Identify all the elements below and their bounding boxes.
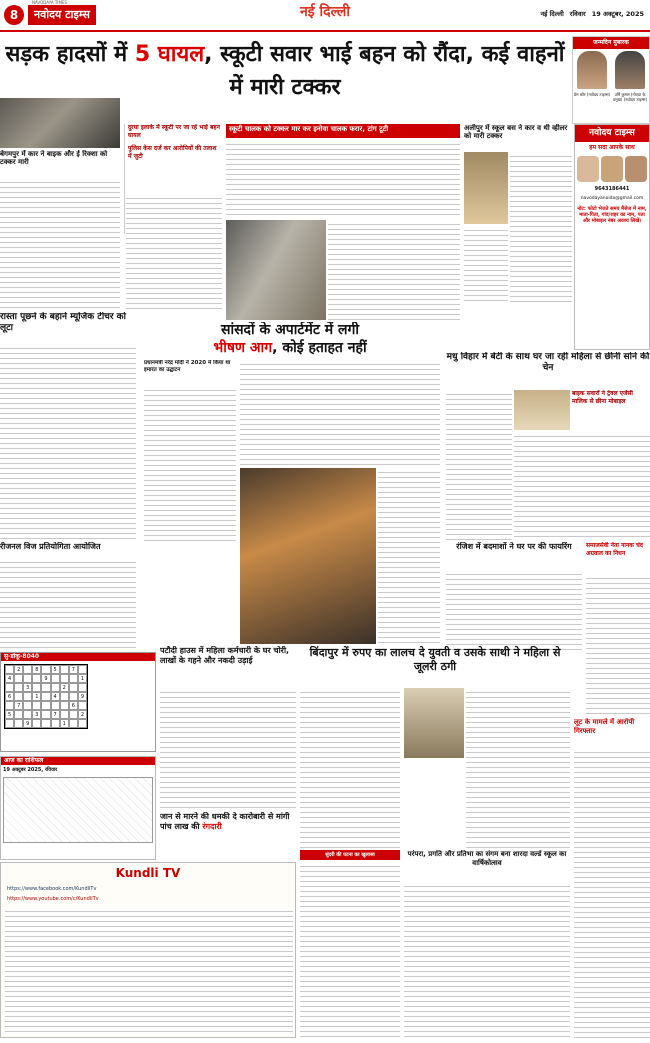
ad-subtitle: हम सदा आपके साथ xyxy=(589,144,635,152)
sundari-body xyxy=(300,862,400,1038)
kundli-tv-ad xyxy=(0,862,296,1038)
fire-subheads: प्रधानमंत्री नरेंद्र मोदी ने 2020 में किया था इमारत का उद्घाटन xyxy=(144,360,231,373)
fire-headline: सांसदों के अपार्टमेंट में लगी भीषण आग, कोई हताहत नहीं xyxy=(213,322,367,356)
date: 19 अक्टूबर, 2025 xyxy=(591,10,644,18)
rashifal-box xyxy=(0,756,156,860)
scooty-sub-1: दुरघा इलाके में स्कूटी पर जा रहे भाई बहन घायल xyxy=(128,124,220,139)
rejalin-body xyxy=(0,558,136,650)
person-photo-1 xyxy=(577,51,607,89)
begumpur-headline: बेगमपुर में कार ने बाइक और ई रिक्शा को टक्कर मारी xyxy=(0,150,108,167)
rajnish-headline: रंजिश में बदमाशों ने घर पर की फायरिंग xyxy=(456,542,572,551)
accident-photo-left xyxy=(0,98,120,148)
fire-body-right xyxy=(240,360,440,466)
birthday-box xyxy=(572,36,650,124)
facebook-link[interactable]: https://www.facebook.com/KundliTv xyxy=(7,886,97,892)
kundli-chart xyxy=(3,777,153,843)
chain-photo xyxy=(514,390,570,430)
music-body xyxy=(0,344,136,540)
innova-body-2 xyxy=(328,220,460,320)
madhu-subheadline: बाइक सवारों ने ट्रेवल एजेंसी मालिक से छीना मोबाइल xyxy=(572,390,633,405)
innova-body xyxy=(226,140,460,218)
parmpara-headline: परंपरा, प्रगति और प्रतिभा का संगम बना शारदा वर्ल्ड स्कूल का वार्षिकोत्सव xyxy=(407,850,567,867)
kid-photo xyxy=(601,156,623,182)
kid-photo xyxy=(577,156,599,182)
samajsevi-body xyxy=(586,574,650,716)
samajsevi-headline: समाजसेवी नेता नानक चंद अग्रवाल का निधन xyxy=(586,542,643,557)
alipur-headline: अलीपुर में स्कूल बस ने कार व थी व्हीलर को मारी टक्कर xyxy=(464,124,568,141)
person-caption-1: प्रेम कौर (नवोदय टाइम्स) xyxy=(573,92,611,97)
scooty-sub-2: पुलिस केस दर्ज कर आरोपियों की तलाश में जुटी xyxy=(128,145,217,160)
sundari-bar: सुंदरी की घटना का खुलासा xyxy=(300,850,400,860)
day: रविवार xyxy=(569,10,586,18)
scooty-body xyxy=(126,194,222,310)
alipur-body xyxy=(510,152,572,302)
city-title: नई दिल्ली xyxy=(300,4,351,20)
fire-photo xyxy=(240,468,376,644)
brand-small: NAVODAYA TIMES xyxy=(32,0,68,5)
bindapur-body-2 xyxy=(466,688,570,848)
sudoku-title: सु-डोकू-8040 xyxy=(1,653,155,661)
navodaya-ad-box xyxy=(574,124,650,350)
masthead-date xyxy=(541,10,644,18)
masthead xyxy=(0,0,650,32)
ad-kids xyxy=(575,154,649,184)
bindapur-headline: बिंदापुर में रुपए का लालच दे युवती व उसके साथी ने महिला से जूलरी ठगी xyxy=(309,646,561,673)
birthday-title: जन्मदिन मुबारक xyxy=(573,37,649,49)
ad-title: नवोदय टाइम्स xyxy=(575,125,649,142)
fire-body-side xyxy=(378,468,440,644)
loot-headline: लूट के मामले में आरोपी गिरफ्तार xyxy=(574,718,635,735)
rajnish-body xyxy=(446,570,582,654)
bindapur-photo xyxy=(404,688,464,758)
alipur-body-left xyxy=(464,226,508,302)
person-caption-2: उर्मि कुमार (नोएडा के प्रमुख) (नवोदय टाइम्स) xyxy=(612,92,648,102)
parmpara-body xyxy=(404,882,570,1038)
ad-phone: 9643186441 xyxy=(594,185,630,192)
rejalin-headline: रीजनल विज प्रतियोगिता आयोजित xyxy=(0,542,101,551)
page-number: 8 xyxy=(4,5,24,25)
bindapur-body xyxy=(300,688,400,848)
person-photo-2 xyxy=(615,51,645,89)
right-city: नई दिल्ली xyxy=(540,10,564,18)
innova-headline: स्कूटी चालक को टक्कर मार कर इनोवा चालक फरार, टांग टूटी xyxy=(226,124,460,138)
patodi-body xyxy=(160,688,296,808)
kundli-brand: Kundli TV xyxy=(115,866,181,880)
accident-photo-center xyxy=(226,220,326,320)
begumpur-body xyxy=(0,178,120,310)
ad-note: नोट: फोटो भेजते समय मैसेज में नाम, माता-पिता, गांव/शहर का नाम, पता और मोबाइल नंबर अवश्य लिखें। xyxy=(577,205,647,225)
ad-email: navodayanoida@gmail.com xyxy=(580,196,644,201)
rashifal-title: आज का राशिफल xyxy=(1,757,155,765)
sudoku-box xyxy=(0,652,156,752)
jaan-headline: जान से मारने की धमकी दे कारोबारी से मांगी पांच लाख की रंगदारी xyxy=(160,812,290,831)
music-headline: रास्ता पूछने के बहाने म्यूजिक टीचर को लूटा xyxy=(0,312,126,333)
madhu-headline: मधु विहार में बेटी के साथ घर जा रही महिला से छीनी सोने की चेन xyxy=(446,352,650,374)
kid-photo xyxy=(625,156,647,182)
patodi-headline: पटौदी हाउस में महिला कर्मचारी के घर चोरी, लाखों के गहने और नकदी उड़ाई xyxy=(160,646,290,665)
fire-body xyxy=(144,386,236,542)
newspaper-logo: नवोदय टाइम्स xyxy=(28,5,96,25)
loot-body xyxy=(574,748,650,1038)
madhu-body-2 xyxy=(514,432,650,540)
lead-headline: सड़क हादसों में 5 घायल, स्कूटी सवार भाई बहन को रौंदा, कई वाहनों में मारी टक्कर xyxy=(5,42,565,100)
madhu-body xyxy=(446,390,512,540)
sudoku-grid[interactable]: 2 8 5 7 4 9 1 3 2 6 1 4 9 7 6 5 3 7 2 9 1 xyxy=(4,664,88,729)
youtube-link[interactable]: https://www.youtube.com/c/KundliTv xyxy=(7,896,99,903)
rashifal-date: 19 अक्टूबर 2025, रविवार xyxy=(3,767,58,773)
alipur-photo xyxy=(464,152,508,224)
